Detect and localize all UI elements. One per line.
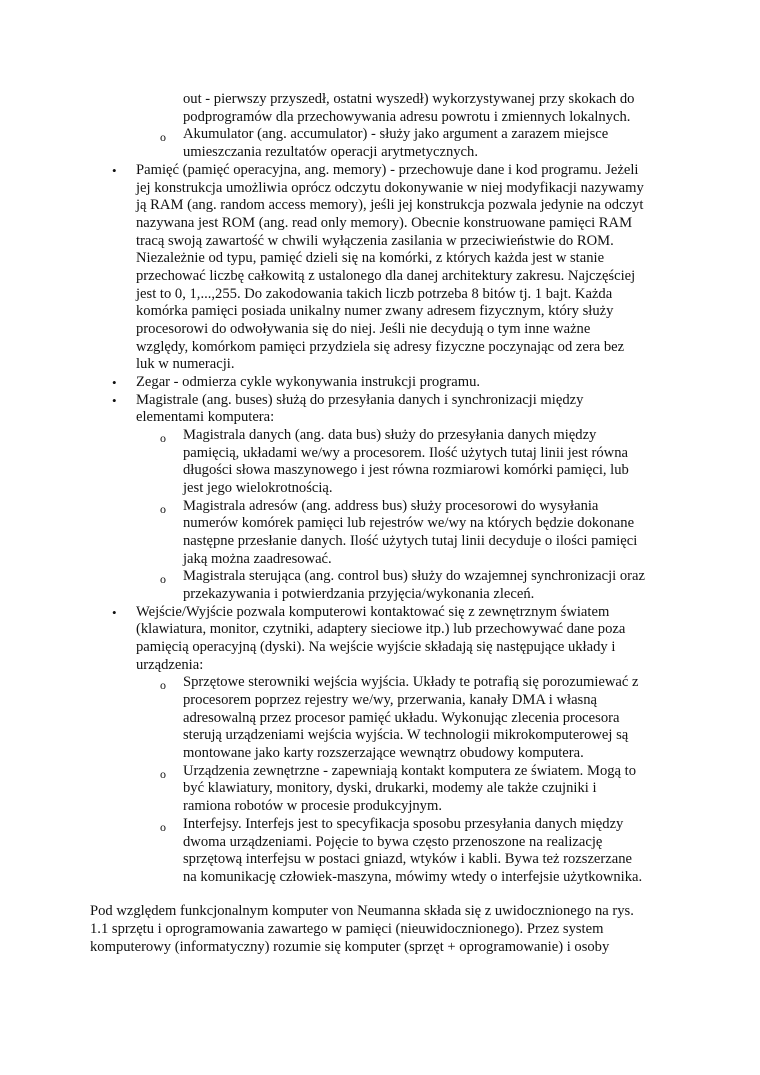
text-line: sprzętową interfejsu w postaci gniazd, wtyków i kabli. Bywa też rozszerzane <box>183 851 633 867</box>
text-line: pamięcią, układami we/wy a procesorem. Ilość użytych tutaj linii jest równa <box>183 445 628 461</box>
text-line: jest jego wielokrotnością. <box>183 480 333 496</box>
list-marker: o <box>160 431 166 445</box>
text-line: jej konstrukcja umożliwia oprócz odczytu dokonywanie w niej modyfikacji nazywamy <box>136 180 644 196</box>
text-line: Urządzenia zewnętrzne - zapewniają kontakt komputera ze światem. Mogą to <box>183 763 637 779</box>
text-line: na komunikację człowiek-maszyna, mówimy wtedy o interfejsie użytkownika. <box>183 869 643 885</box>
text-line: komórka pamięci posiada unikalny numer zwany adresem fizycznym, który służy <box>136 303 614 319</box>
text-line: długości słowa maszynowego i jest równa rozmiarowi komórki pamięci, lub <box>183 462 629 478</box>
text-line: umieszczania rezultatów operacji arytmetycznych. <box>183 144 478 160</box>
list-marker: • <box>112 605 117 620</box>
text-line: komputerowy (informatyczny) rozumie się komputer (sprzęt + oprogramowanie) i osoby <box>90 939 610 955</box>
text-line: Pod względem funkcjonalnym komputer von Neumanna składa się z uwidocznionego na rys. <box>90 903 634 919</box>
text-line: ramiona robotów w procesie produkcyjnym. <box>183 798 442 814</box>
text-line: Akumulator (ang. accumulator) - służy jako argument a zarazem miejsce <box>183 126 609 142</box>
text-line: Niezależnie od typu, pamięć dzieli się na komórki, z których każda jest w stanie <box>136 250 605 266</box>
text-line: dwoma urządzeniami. Pojęcie to bywa często przenoszone na realizację <box>183 834 603 850</box>
list-marker: o <box>160 572 166 586</box>
text-line: jest to 0, 1,...,255. Do zakodowania takich liczb potrzeba 8 bitów tj. 1 bajt. Każda <box>136 286 613 302</box>
text-line: nazywana jest ROM (ang. read only memory). Obecnie konstruowane pamięci RAM <box>136 215 633 231</box>
list-marker: o <box>160 130 166 144</box>
text-line: procesorem poprzez rejestry we/wy, przerwania, kanały DMA i własną <box>183 692 598 708</box>
text-line: względy, komórkom pamięci przydziela się adresy fizyczne poczynając od zera bez <box>136 339 625 355</box>
text-line: Sprzętowe sterowniki wejścia wyjścia. Układy te potrafią się porozumiewać z <box>183 674 639 690</box>
text-line: Magistrala adresów (ang. address bus) służy procesorowi do wysyłania <box>183 498 599 514</box>
text-line: urządzenia: <box>136 657 204 673</box>
text-line: Zegar - odmierza cykle wykonywania instrukcji programu. <box>136 374 481 390</box>
text-line: tracą swoją zawartość w chwili wyłączenia zasilania w przeciwieństwie do ROM. <box>136 233 614 249</box>
text-line: elementami komputera: <box>136 409 275 425</box>
list-marker: o <box>160 767 166 781</box>
text-line: Pamięć (pamięć operacyjna, ang. memory) - przechowuje dane i kod programu. Jeżeli <box>136 162 639 178</box>
text-line: Magistrala danych (ang. data bus) służy do przesyłania danych między <box>183 427 597 443</box>
list-marker: • <box>112 375 117 390</box>
text-line: przechować liczbę całkowitą z ustalonego dla danej architektury zakresu. Najczęściej <box>136 268 636 284</box>
text-line: pamięcią operacyjną (dyski). Na wejście wyjście składają się następujące układy i <box>136 639 616 655</box>
text-line: 1.1 sprzętu i oprogramowania zawartego w pamięci (nieuwidocznionego). Przez system <box>90 921 604 937</box>
list-marker: o <box>160 678 166 692</box>
text-line: Magistrale (ang. buses) służą do przesyłania danych i synchronizacji między <box>136 392 584 408</box>
text-line: procesorowi do odwoływania się do niej. Jeśli nie decydują o tym inne ważne <box>136 321 591 337</box>
list-marker: o <box>160 820 166 834</box>
text-line: ją RAM (ang. random access memory), jeśli jej konstrukcja pozwala jedynie na odczyt <box>136 197 644 213</box>
text-line: Magistrala sterująca (ang. control bus) służy do wzajemnej synchronizacji oraz <box>183 568 645 584</box>
text-line: podprogramów dla przechowywania adresu powrotu i zmiennych lokalnych. <box>183 109 631 125</box>
text-line: przekazywania i potwierdzania przyjęcia/wykonania zleceń. <box>183 586 535 602</box>
text-line: adresowalną przez procesor pamięć układu. Wykonując zlecenia procesora <box>183 710 620 726</box>
text-line: następne przesłanie danych. Ilość użytych tutaj linii decyduje o ilości pamięci <box>183 533 638 549</box>
text-line: montowane jako karty rozszerzające wewnątrz obudowy komputera. <box>183 745 584 761</box>
text-line: (klawiatura, monitor, czytniki, adaptery sieciowe itp.) lub przechowywać dane poza <box>136 621 626 637</box>
text-line: sterują urządzeniami wejścia wyjścia. W technologii mikrokomputerowej są <box>183 727 629 743</box>
text-line: luk w numeracji. <box>136 356 235 372</box>
text-line: Wejście/Wyjście pozwala komputerowi kontaktować się z zewnętrznym światem <box>136 604 610 620</box>
list-marker: • <box>112 393 117 408</box>
text-line: być klawiatury, monitory, dyski, drukarki, modemy ale także czujniki i <box>183 780 597 796</box>
text-line: jaką można zaadresować. <box>183 551 332 567</box>
text-line: Interfejsy. Interfejs jest to specyfikacja sposobu przesyłania danych między <box>183 816 624 832</box>
list-marker: • <box>112 163 117 178</box>
text-line: out - pierwszy przyszedł, ostatni wyszedł) wykorzystywanej przy skokach do <box>183 91 635 107</box>
list-marker: o <box>160 502 166 516</box>
text-line: numerów komórek pamięci lub rejestrów we/wy na których będzie dokonane <box>183 515 635 531</box>
